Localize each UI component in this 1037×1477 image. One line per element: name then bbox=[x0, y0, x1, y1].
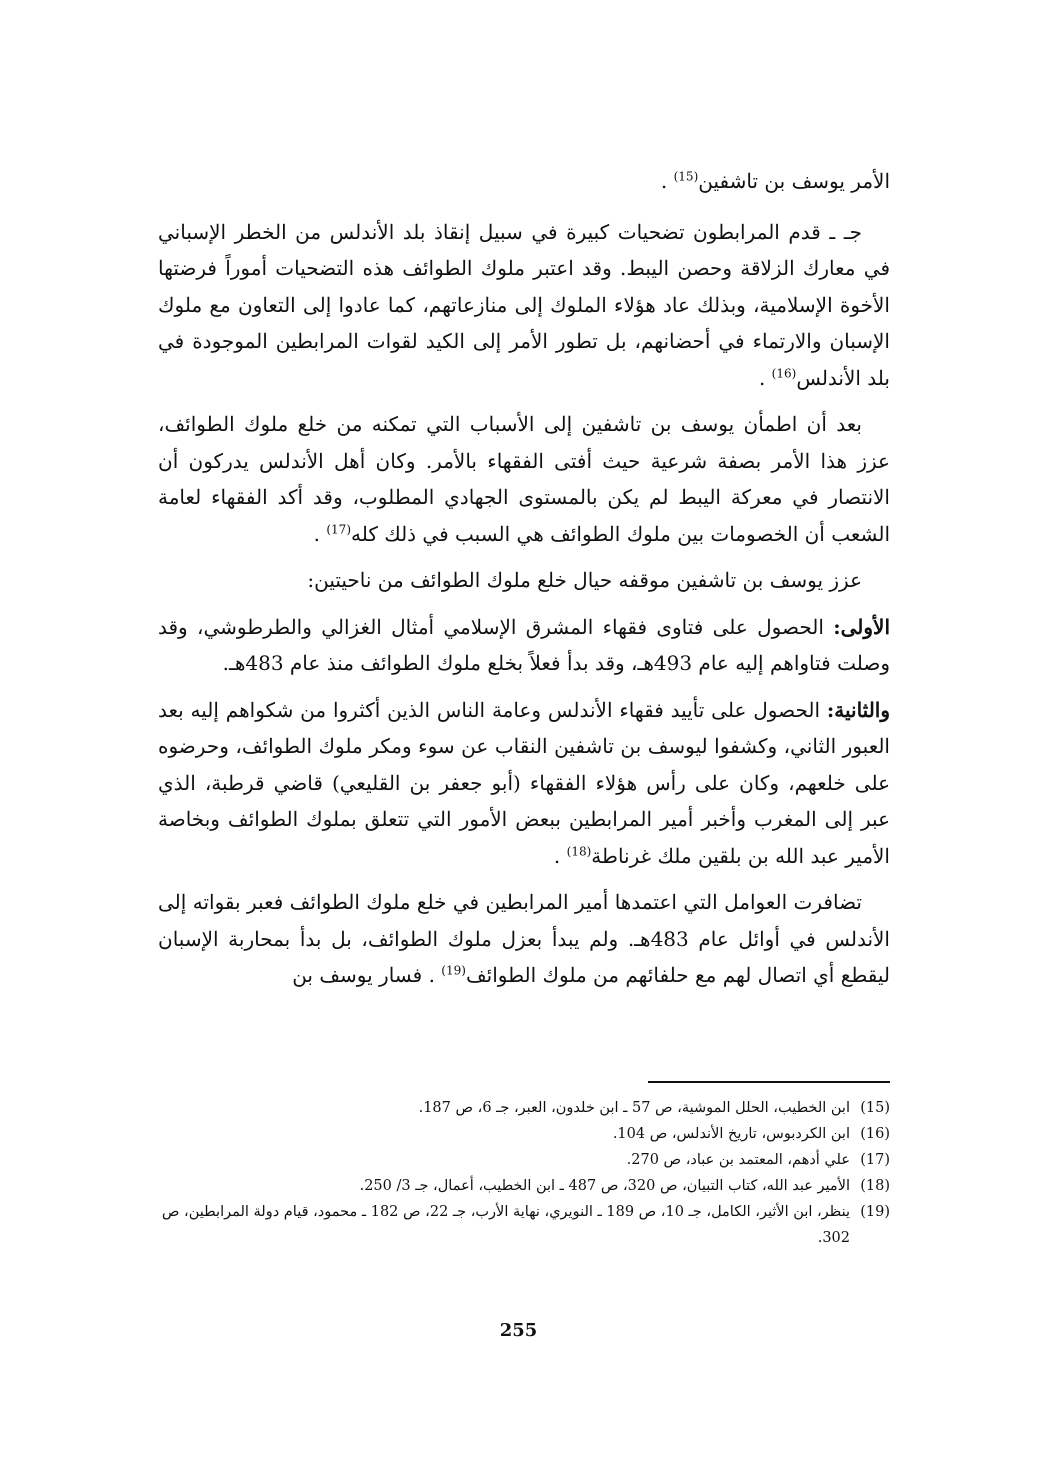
paragraph-4-text: الحصول على فتاوى فقهاء المشرق الإسلامي أمثال الغزالي والطرطوشي، وقد وصلت فتاواهم إليه عام 493هـ، وقد بدأ فعلاً بخلع ملوك الطوائف منذ عام 483هـ. bbox=[158, 614, 890, 675]
opening-line: الأمر يوسف بن تاشفين$^{(15)}$ . bbox=[660, 169, 890, 193]
paragraph-5-text: الحصول على تأييد فقهاء الأندلس وعامة الناس الذين أكثروا من شكواهم إليه بعد العبور الثاني، وكشفوا ليوسف بن تاشفين النقاب عن سوء ومكر ملوك الطوائف، وحرضوه على خلعهم، وكان على رأس هؤلاء الفقهاء (أبو جعفر بن القليعي) قاضي قرطبة، الذي عبر إلى المغرب وأخبر أمير المرابطين ببعض الأمور التي تتعلق بملوك الطوائف وبخاصة الأمير عبد الله بن بلقين ملك غرناطة bbox=[158, 697, 890, 868]
footnote-item bbox=[160, 1095, 890, 1121]
footnote-text: علي أدهم، المعتمد بن عباد، ص 270. bbox=[626, 1152, 850, 1168]
footnote-text: الأمير عبد الله، كتاب التبيان، ص 320، ص 487 ـ ابن الخطيب، أعمال، جـ 3/ 250. bbox=[359, 1178, 850, 1194]
footnote-text: ينظر، ابن الأثير، الكامل، جـ 10، ص 189 ـ النويري، نهاية الأرب، جـ 22، ص 182 ـ محمود، قيام دولة المرابطين، ص 302. bbox=[161, 1204, 850, 1246]
footnote-number: (17) bbox=[860, 1152, 890, 1168]
footnote-number: (15) bbox=[860, 1100, 890, 1116]
footnote-ref-15: (15) bbox=[673, 169, 699, 184]
footnote-ref-16: (16) bbox=[771, 365, 797, 380]
paragraph-5: والثانية: الحصول على تأييد فقهاء الأندلس وعامة الناس الذين أكثروا من شكواهم إليه بعد العبور الثاني، وكشفوا ليوسف بن تاشفين النقاب عن سوء ومكر ملوك الطوائف، وحرضوه على خلعهم، وكان على رأس هؤلاء الفقهاء (أبو جعفر بن القليعي) قاضي قرطبة، الذي عبر إلى المغرب وأخبر أمير المرابطين ببعض الأمور التي تتعلق بملوك الطوائف وبخاصة الأمير عبد الله بن بلقين ملك غرناطة$^{(18)}$ . bbox=[158, 697, 891, 868]
paragraph-4 bbox=[158, 609, 890, 682]
paragraph-3 bbox=[158, 562, 890, 599]
footnote-separator bbox=[648, 1081, 890, 1083]
opening-text: الأمر يوسف بن تاشفين bbox=[698, 169, 890, 193]
footnote-item bbox=[160, 1147, 890, 1173]
paragraph-6-continuation: فسار يوسف بن bbox=[292, 963, 423, 987]
footnote-item bbox=[160, 1173, 890, 1199]
paragraph-5-lead: والثانية: bbox=[826, 697, 891, 722]
footnote-ref-17: (17) bbox=[326, 521, 351, 536]
footnote-item bbox=[160, 1199, 890, 1251]
footnote-text: ابن الخطيب، الحلل الموشية، ص 57 ـ ابن خلدون، العبر، جـ 6، ص 187. bbox=[418, 1100, 850, 1116]
paragraph-1: جـ ـ قدم المرابطون تضحيات كبيرة في سبيل إنقاذ بلد الأندلس من الخطر الإسباني في معارك الزلاقة وحصن اليبط. وقد اعتبر ملوك الطوائف هذه التضحيات أموراً فرضتها الأخوة الإسلامية، وبذلك عاد هؤلاء الملوك إلى منازعاتهم، كما عادوا إلى التعاون مع ملوك الإسبان والارتماء في أحضانهم، بل تطور الأمر إلى الكيد لقوات المرابطين الموجودة في بلد الأندلس$^{(16)}$ . bbox=[158, 219, 890, 390]
footnote-number: (19) bbox=[860, 1204, 890, 1220]
footnote-ref-18: (18) bbox=[566, 843, 592, 858]
paragraph-2: بعد أن اطمأن يوسف بن تاشفين إلى الأسباب التي تمكنه من خلع ملوك الطوائف، عزز هذا الأمر بصفة شرعية حيث أفتى الفقهاء بالأمر. وكان أهل الأندلس يدركون أن الانتصار في معركة اليبط لم يكن بالمستوى الجهادي المطلوب، وقد أكد الفقهاء لعامة الشعب أن الخصومات بين ملوك الطوائف هي السبب في ذلك كله$^{(17)}$ . bbox=[158, 412, 890, 546]
page-number: 255 bbox=[499, 1320, 538, 1341]
paragraph-6: تضافرت العوامل التي اعتمدها أمير المرابطين في خلع ملوك الطوائف فعبر بقواته إلى الأندلس في أوائل عام 483هـ. ولم يبدأ بعزل ملوك الطوائف، بل بدأ بمحاربة الإسبان ليقطع أي اتصال لهم مع حلفائهم من ملوك الطوائف$^{(19)}$ . فسار يوسف بن bbox=[158, 890, 890, 987]
paragraph-4-lead: الأولى: bbox=[833, 614, 891, 639]
footnote-number: (18) bbox=[860, 1178, 890, 1194]
footnotes-list bbox=[160, 1095, 890, 1251]
main-text bbox=[158, 163, 890, 1004]
paragraph-3-text: عزز يوسف بن تاشفين موقفه حيال خلع ملوك الطوائف من ناحيتين: bbox=[307, 568, 862, 592]
paragraph-2-text: بعد أن اطمأن يوسف بن تاشفين إلى الأسباب التي تمكنه من خلع ملوك الطوائف، عزز هذا الأمر بصفة شرعية حيث أفتى الفقهاء بالأمر. وكان أهل الأندلس يدركون أن الانتصار في معركة اليبط لم يكن بالمستوى الجهادي المطلوب، وقد أكد الفقهاء لعامة الشعب أن الخصومات بين ملوك الطوائف هي السبب في ذلك كله bbox=[158, 412, 890, 546]
footnote-ref-19: (19) bbox=[441, 963, 466, 978]
paragraph-6-text: تضافرت العوامل التي اعتمدها أمير المرابطين في خلع ملوك الطوائف فعبر بقواته إلى الأندلس في أوائل عام 483هـ. ولم يبدأ بعزل ملوك الطوائف، بل بدأ بمحاربة الإسبان ليقطع أي اتصال لهم مع حلفائهم من ملوك الطوائف bbox=[158, 890, 890, 987]
footnote-number: (16) bbox=[860, 1126, 890, 1142]
footnote-text: ابن الكردبوس، تاريخ الأندلس، ص 104. bbox=[612, 1126, 850, 1142]
paragraph-1-text: جـ ـ قدم المرابطون تضحيات كبيرة في سبيل إنقاذ بلد الأندلس من الخطر الإسباني في معارك الزلاقة وحصن اليبط. وقد اعتبر ملوك الطوائف هذه التضحيات أموراً فرضتها الأخوة الإسلامية، وبذلك عاد هؤلاء الملوك إلى منازعاتهم، كما عادوا إلى التعاون مع ملوك الإسبان والارتماء في أحضانهم، بل تطور الأمر إلى الكيد لقوات المرابطين الموجودة في بلد الأندلس bbox=[158, 219, 890, 390]
footnote-item bbox=[160, 1121, 890, 1147]
